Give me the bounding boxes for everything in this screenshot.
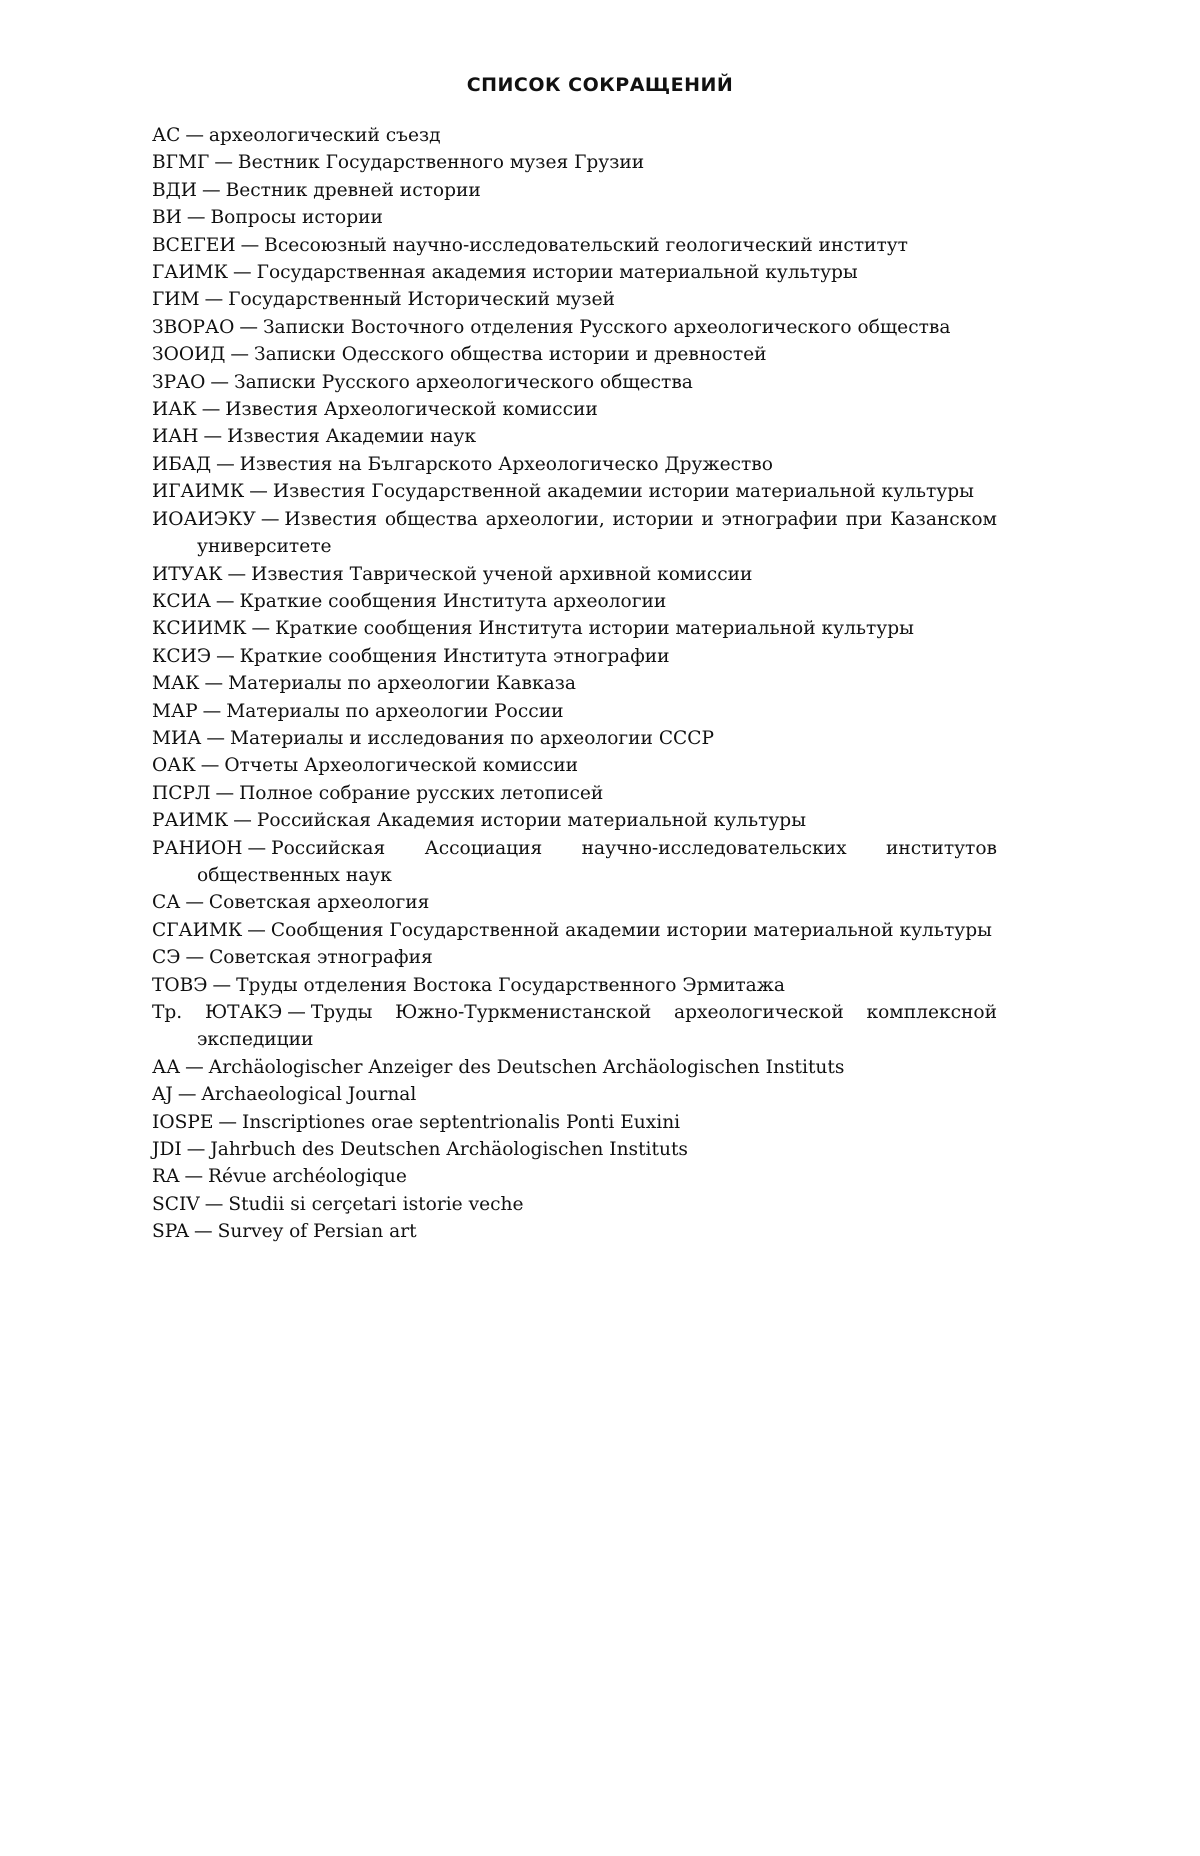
- abbreviation-definition: Archäologischer Anzeiger des Deutschen Archäologischen Instituts: [208, 1056, 845, 1078]
- abbreviation-definition: Известия Академии наук: [227, 426, 477, 448]
- abbreviation-term: RA: [152, 1166, 180, 1188]
- em-dash-separator: —: [204, 289, 224, 311]
- abbreviation-term: МАР: [152, 700, 198, 722]
- abbreviation-term: ОАК: [152, 755, 196, 777]
- abbreviation-term: МАК: [152, 673, 200, 695]
- abbreviation-definition: Советская археология: [208, 892, 430, 914]
- abbreviation-entry: [152, 1109, 997, 1136]
- abbreviation-entry: [152, 752, 997, 779]
- abbreviation-entry: [152, 122, 997, 149]
- abbreviation-definition: Inscriptiones orae septentrionalis Ponti Euxini: [242, 1111, 681, 1133]
- abbreviation-term: ЗВОРАО: [152, 316, 235, 338]
- abbreviation-definition: Краткие сообщения Института истории материальной культуры: [275, 618, 914, 640]
- abbreviation-definition: Jahrbuch des Deutschen Archäologischen Instituts: [210, 1139, 688, 1161]
- em-dash-separator: —: [184, 1166, 204, 1188]
- abbreviation-term: ИОАИЭКУ: [152, 508, 256, 530]
- em-dash-separator: —: [186, 207, 206, 229]
- abbreviation-entry: [152, 643, 997, 670]
- abbreviation-entry: [152, 451, 997, 478]
- abbreviation-entry: [152, 177, 997, 204]
- abbreviation-definition: Всесоюзный научно-исследовательский геологический институт: [264, 234, 908, 256]
- em-dash-separator: —: [251, 618, 271, 640]
- em-dash-separator: —: [186, 1139, 206, 1161]
- abbreviation-term: РАИМК: [152, 810, 229, 832]
- abbreviation-definition: Материалы и исследования по археологии СССР: [229, 727, 715, 749]
- abbreviation-term: ЗРАО: [152, 371, 206, 393]
- abbreviation-term: JDI: [152, 1139, 182, 1161]
- abbreviation-term: КСИИМК: [152, 618, 247, 640]
- abbreviation-entry: [152, 670, 997, 697]
- abbreviation-term: ПСРЛ: [152, 782, 211, 804]
- abbreviation-term: СГАИМК: [152, 919, 243, 941]
- abbreviation-entry: [152, 917, 997, 944]
- em-dash-separator: —: [204, 673, 224, 695]
- abbreviation-entry: [152, 1054, 997, 1081]
- em-dash-separator: —: [287, 1002, 306, 1023]
- abbreviation-entry: [152, 259, 997, 286]
- abbreviation-definition: Материалы по археологии России: [226, 700, 564, 722]
- abbreviation-definition: Вестник Государственного музея Грузии: [237, 152, 645, 174]
- em-dash-separator: —: [218, 1111, 238, 1133]
- abbreviation-entry: [152, 561, 997, 588]
- abbreviation-term: ИТУАК: [152, 563, 223, 585]
- abbreviation-term: ГИМ: [152, 289, 200, 311]
- abbreviation-term: СЭ: [152, 947, 181, 969]
- abbreviation-definition: Труды отделения Востока Государственного Эрмитажа: [236, 974, 785, 996]
- abbreviation-definition: Записки Одесского общества истории и древностей: [254, 344, 767, 366]
- abbreviation-definition: Государственная академия истории материальной культуры: [256, 262, 858, 284]
- abbreviation-term: КСИА: [152, 590, 211, 612]
- abbreviation-definition: Отчеты Археологической комиссии: [224, 755, 579, 777]
- abbreviation-term: SCIV: [152, 1193, 200, 1215]
- abbreviation-entry: [152, 1191, 997, 1218]
- abbreviation-entry: [152, 341, 997, 368]
- abbreviation-entry: [152, 835, 997, 890]
- abbreviation-entry: [152, 423, 997, 450]
- abbreviation-entry: [152, 999, 997, 1054]
- em-dash-separator: —: [215, 590, 235, 612]
- abbreviation-definition: Archaeological Journal: [201, 1084, 417, 1106]
- em-dash-separator: —: [239, 316, 258, 338]
- abbreviation-entry: [152, 615, 997, 642]
- em-dash-separator: —: [233, 262, 252, 284]
- abbreviation-definition: Известия Таврической ученой архивной комиссии: [251, 563, 753, 585]
- em-dash-separator: —: [193, 1221, 213, 1243]
- em-dash-separator: —: [260, 508, 280, 530]
- abbreviation-term: ИАН: [152, 426, 199, 448]
- abbreviation-definition: Известия Государственной академии истории материальной культуры: [272, 481, 974, 503]
- abbreviation-entry: [152, 1081, 997, 1108]
- abbreviation-term: ГАИМК: [152, 262, 229, 284]
- abbreviation-entry: [152, 369, 997, 396]
- abbreviation-entry: [152, 478, 997, 505]
- abbreviation-definition: Известия общества археологии, истории и этнографии при Казанском университете: [197, 508, 997, 558]
- abbreviation-definition: Вопросы истории: [210, 207, 383, 229]
- page-title: СПИСОК СОКРАЩЕНИЙ: [466, 74, 734, 96]
- abbreviation-entry: [152, 725, 997, 752]
- abbreviation-definition: Краткие сообщения Института археологии: [239, 590, 667, 612]
- em-dash-separator: —: [203, 426, 223, 448]
- abbreviation-entry: [152, 149, 997, 176]
- em-dash-separator: —: [249, 481, 268, 503]
- abbreviation-definition: Труды Южно-Туркменистанской археологической комплексной экспедиции: [197, 1002, 997, 1051]
- em-dash-separator: —: [230, 344, 249, 366]
- em-dash-separator: —: [212, 974, 232, 996]
- abbreviation-definition: археологический съезд: [208, 125, 441, 146]
- abbreviation-entry: [152, 232, 997, 259]
- em-dash-separator: —: [233, 810, 252, 832]
- abbreviation-definition: Государственный Исторический музей: [228, 289, 615, 311]
- abbreviation-definition: Известия Археологической комиссии: [225, 399, 598, 421]
- abbreviation-definition: Survey of Persian art: [217, 1221, 417, 1243]
- abbreviation-definition: Краткие сообщения Института этнографии: [239, 645, 670, 667]
- abbreviation-term: ИГАИМК: [152, 481, 245, 503]
- em-dash-separator: —: [216, 645, 235, 667]
- abbreviation-term: ИАК: [152, 399, 197, 421]
- abbreviation-term: АА: [152, 1056, 181, 1078]
- abbreviation-term: SPA: [152, 1221, 189, 1243]
- abbreviation-term: ТОВЭ: [152, 974, 208, 996]
- abbreviation-term: МИА: [152, 727, 202, 749]
- abbreviation-term: ВДИ: [152, 179, 197, 201]
- abbreviation-entry: [152, 1218, 997, 1245]
- em-dash-separator: —: [214, 152, 233, 174]
- em-dash-separator: —: [227, 563, 247, 585]
- abbreviation-definition: Révue archéologique: [208, 1166, 407, 1188]
- abbreviation-term: КСИЭ: [152, 645, 212, 667]
- abbreviation-term: AJ: [152, 1084, 173, 1106]
- abbreviation-entry: [152, 1163, 997, 1190]
- abbreviation-entry: [152, 780, 997, 807]
- abbreviation-entry: [152, 314, 997, 341]
- abbreviation-term: ВИ: [152, 207, 182, 229]
- abbreviation-definition: Вестник древней истории: [225, 179, 481, 201]
- abbreviation-definition: Studii si cerçetari istorie veche: [228, 1193, 524, 1215]
- abbreviation-entry: [152, 506, 997, 561]
- abbreviation-definition: Материалы по археологии Кавказа: [228, 673, 576, 695]
- abbreviation-entry: [152, 1136, 997, 1163]
- em-dash-separator: —: [202, 179, 221, 201]
- abbreviation-term: СА: [152, 892, 181, 914]
- em-dash-separator: —: [240, 234, 260, 256]
- abbreviation-entry: [152, 204, 997, 231]
- em-dash-separator: —: [185, 1056, 204, 1078]
- em-dash-separator: —: [185, 125, 204, 146]
- em-dash-separator: —: [200, 755, 220, 777]
- em-dash-separator: —: [177, 1084, 197, 1106]
- em-dash-separator: —: [247, 919, 266, 941]
- abbreviation-entry: [152, 889, 997, 916]
- em-dash-separator: —: [202, 700, 222, 722]
- abbreviation-entry: [152, 698, 997, 725]
- abbreviation-term: ЗООИД: [152, 344, 226, 366]
- abbreviation-definition: Записки Русского археологического общества: [234, 371, 693, 393]
- abbreviation-definition: Известия на Българското Археологическо Дружество: [239, 453, 773, 475]
- abbreviation-term: ВГМГ: [152, 152, 210, 174]
- abbreviation-definition: Российская Ассоциация научно-исследовательских институтов общественных наук: [197, 837, 997, 886]
- abbreviation-definition: Советская этнография: [209, 947, 433, 969]
- abbreviation-term: IOSPE: [152, 1111, 214, 1133]
- em-dash-separator: —: [210, 371, 230, 393]
- em-dash-separator: —: [206, 727, 225, 749]
- abbreviation-entry: [152, 588, 997, 615]
- em-dash-separator: —: [185, 947, 205, 969]
- abbreviation-definition: Полное собрание русских летописей: [239, 782, 604, 804]
- abbreviation-term: ИБАД: [152, 453, 212, 475]
- abbreviation-term: АС: [152, 125, 181, 146]
- abbreviation-definition: Сообщения Государственной академии истории материальной культуры: [270, 919, 992, 941]
- em-dash-separator: —: [247, 837, 267, 859]
- em-dash-separator: —: [215, 782, 235, 804]
- abbreviation-entry: [152, 944, 997, 971]
- abbreviation-entry: [152, 396, 997, 423]
- abbreviation-definition: Российская Академия истории материальной культуры: [256, 810, 807, 832]
- abbreviation-list: [152, 122, 997, 1246]
- abbreviation-entry: [152, 807, 997, 834]
- abbreviation-term: ВСЕГЕИ: [152, 234, 236, 256]
- abbreviation-entry: [152, 286, 997, 313]
- em-dash-separator: —: [216, 453, 235, 475]
- abbreviation-entry: [152, 972, 997, 999]
- abbreviation-term: РАНИОН: [152, 837, 243, 859]
- em-dash-separator: —: [185, 892, 204, 914]
- abbreviation-term: Тр. ЮТАКЭ: [152, 1002, 283, 1023]
- em-dash-separator: —: [201, 399, 221, 421]
- abbreviation-definition: Записки Восточного отделения Русского археологического общества: [262, 316, 951, 338]
- em-dash-separator: —: [204, 1193, 224, 1215]
